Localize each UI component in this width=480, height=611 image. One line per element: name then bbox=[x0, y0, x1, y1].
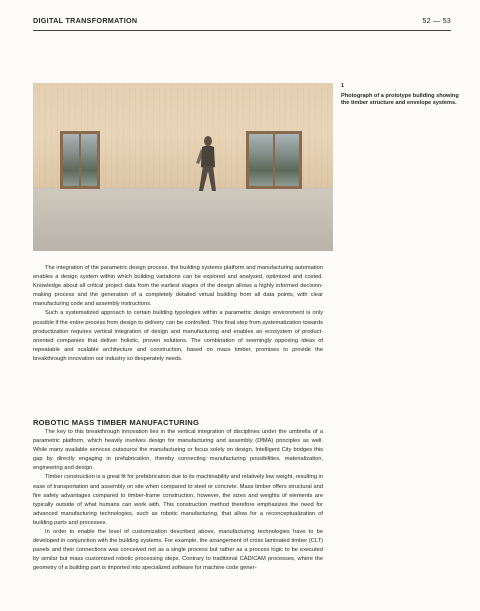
prototype-building-photo bbox=[33, 83, 333, 251]
left-glass-door bbox=[60, 131, 100, 189]
section-title: DIGITAL TRANSFORMATION bbox=[33, 16, 138, 25]
glass-pane bbox=[275, 134, 299, 186]
glass-pane bbox=[249, 134, 273, 186]
paragraph: In order to enable the level of customization described above, manufacturing technologies have to be developed in conjunction with the building systems. For example, the arrangement of cross laminated timber (CLT) panels and their connections was conceived not as a single process but rather as a process logic to be executed by similar but mass customized robotic processing steps. Contrary to traditional CAD/CAM processes, where the geometry of a building part is imported into specialized software for machine code gener- bbox=[33, 529, 323, 572]
section-subheading: ROBOTIC MASS TIMBER MANUFACTURING bbox=[33, 418, 200, 427]
figure-caption bbox=[341, 83, 459, 108]
floor bbox=[33, 189, 333, 251]
paragraph: The integration of the parametric design process, the building systems platform and manufacturing automation enables a design system within which building variations can be explored and analysed, optimized and costed. Knowledge about all critical project data from the earliest stages of the design allows a highly informed decision-making process and the generation of a completely detailed virtual building from all data points, with clear manufacturing code and assembly instructions. bbox=[33, 265, 323, 308]
walking-person bbox=[193, 135, 221, 193]
paragraph: Such a systematized approach to certain building typologies within a parametric design environment is only possible if the entire process from design to delivery can be controlled. This final step from systematization towards productization requires vertical integration of design and manufacturing and enables an ecosystem of product-oriented companies that deliver holistic, proven solutions. The combination of seemingly opposing ideas of repeatable and scalable architecture and construction, based on mass timber, promises to provide the breakthrough innovation our industry so desperately needs. bbox=[33, 310, 323, 362]
paragraph: Timber construction is a great fit for prefabrication due to its machinability and relatively low weight, resulting in ease of transportation and assembly on site when compared to steel or concrete. Mass timber offers structural and fire safety advantages compared to timber-frame construction, however, the sizes and weights of elements are typically outside of what humans can work with. This construction method therefore emphasizes the need for advanced manufacturing technologies, such as robotic manufacturing, that allow for a reconceptualization of building parts and processes. bbox=[33, 474, 323, 526]
running-head bbox=[33, 16, 451, 28]
figure-caption-text: Photograph of a prototype building showing the timber structure and envelope systems. bbox=[341, 93, 459, 107]
page-numbers: 52 — 53 bbox=[422, 16, 451, 25]
body-text-block-1 bbox=[33, 264, 323, 364]
header-rule bbox=[33, 30, 451, 31]
figure-number: 1 bbox=[341, 83, 345, 89]
glass-pane bbox=[81, 134, 97, 186]
glass-pane bbox=[63, 134, 79, 186]
paragraph: The key to this breakthrough innovation lies in the vertical integration of disciplines under the umbrella of a parametric platform, which heavily involves design for manufacturing and assembly (DfMA) principles as well. While many available services outsource the manufacturing or focus solely on design, Intelligent City bridges this gap by directly engaging in prefabrication, thereby connecting manufacturing possibilities, materialization, engineering and design. bbox=[33, 429, 323, 472]
body-text-block-2 bbox=[33, 428, 323, 574]
right-glass-door bbox=[246, 131, 302, 189]
